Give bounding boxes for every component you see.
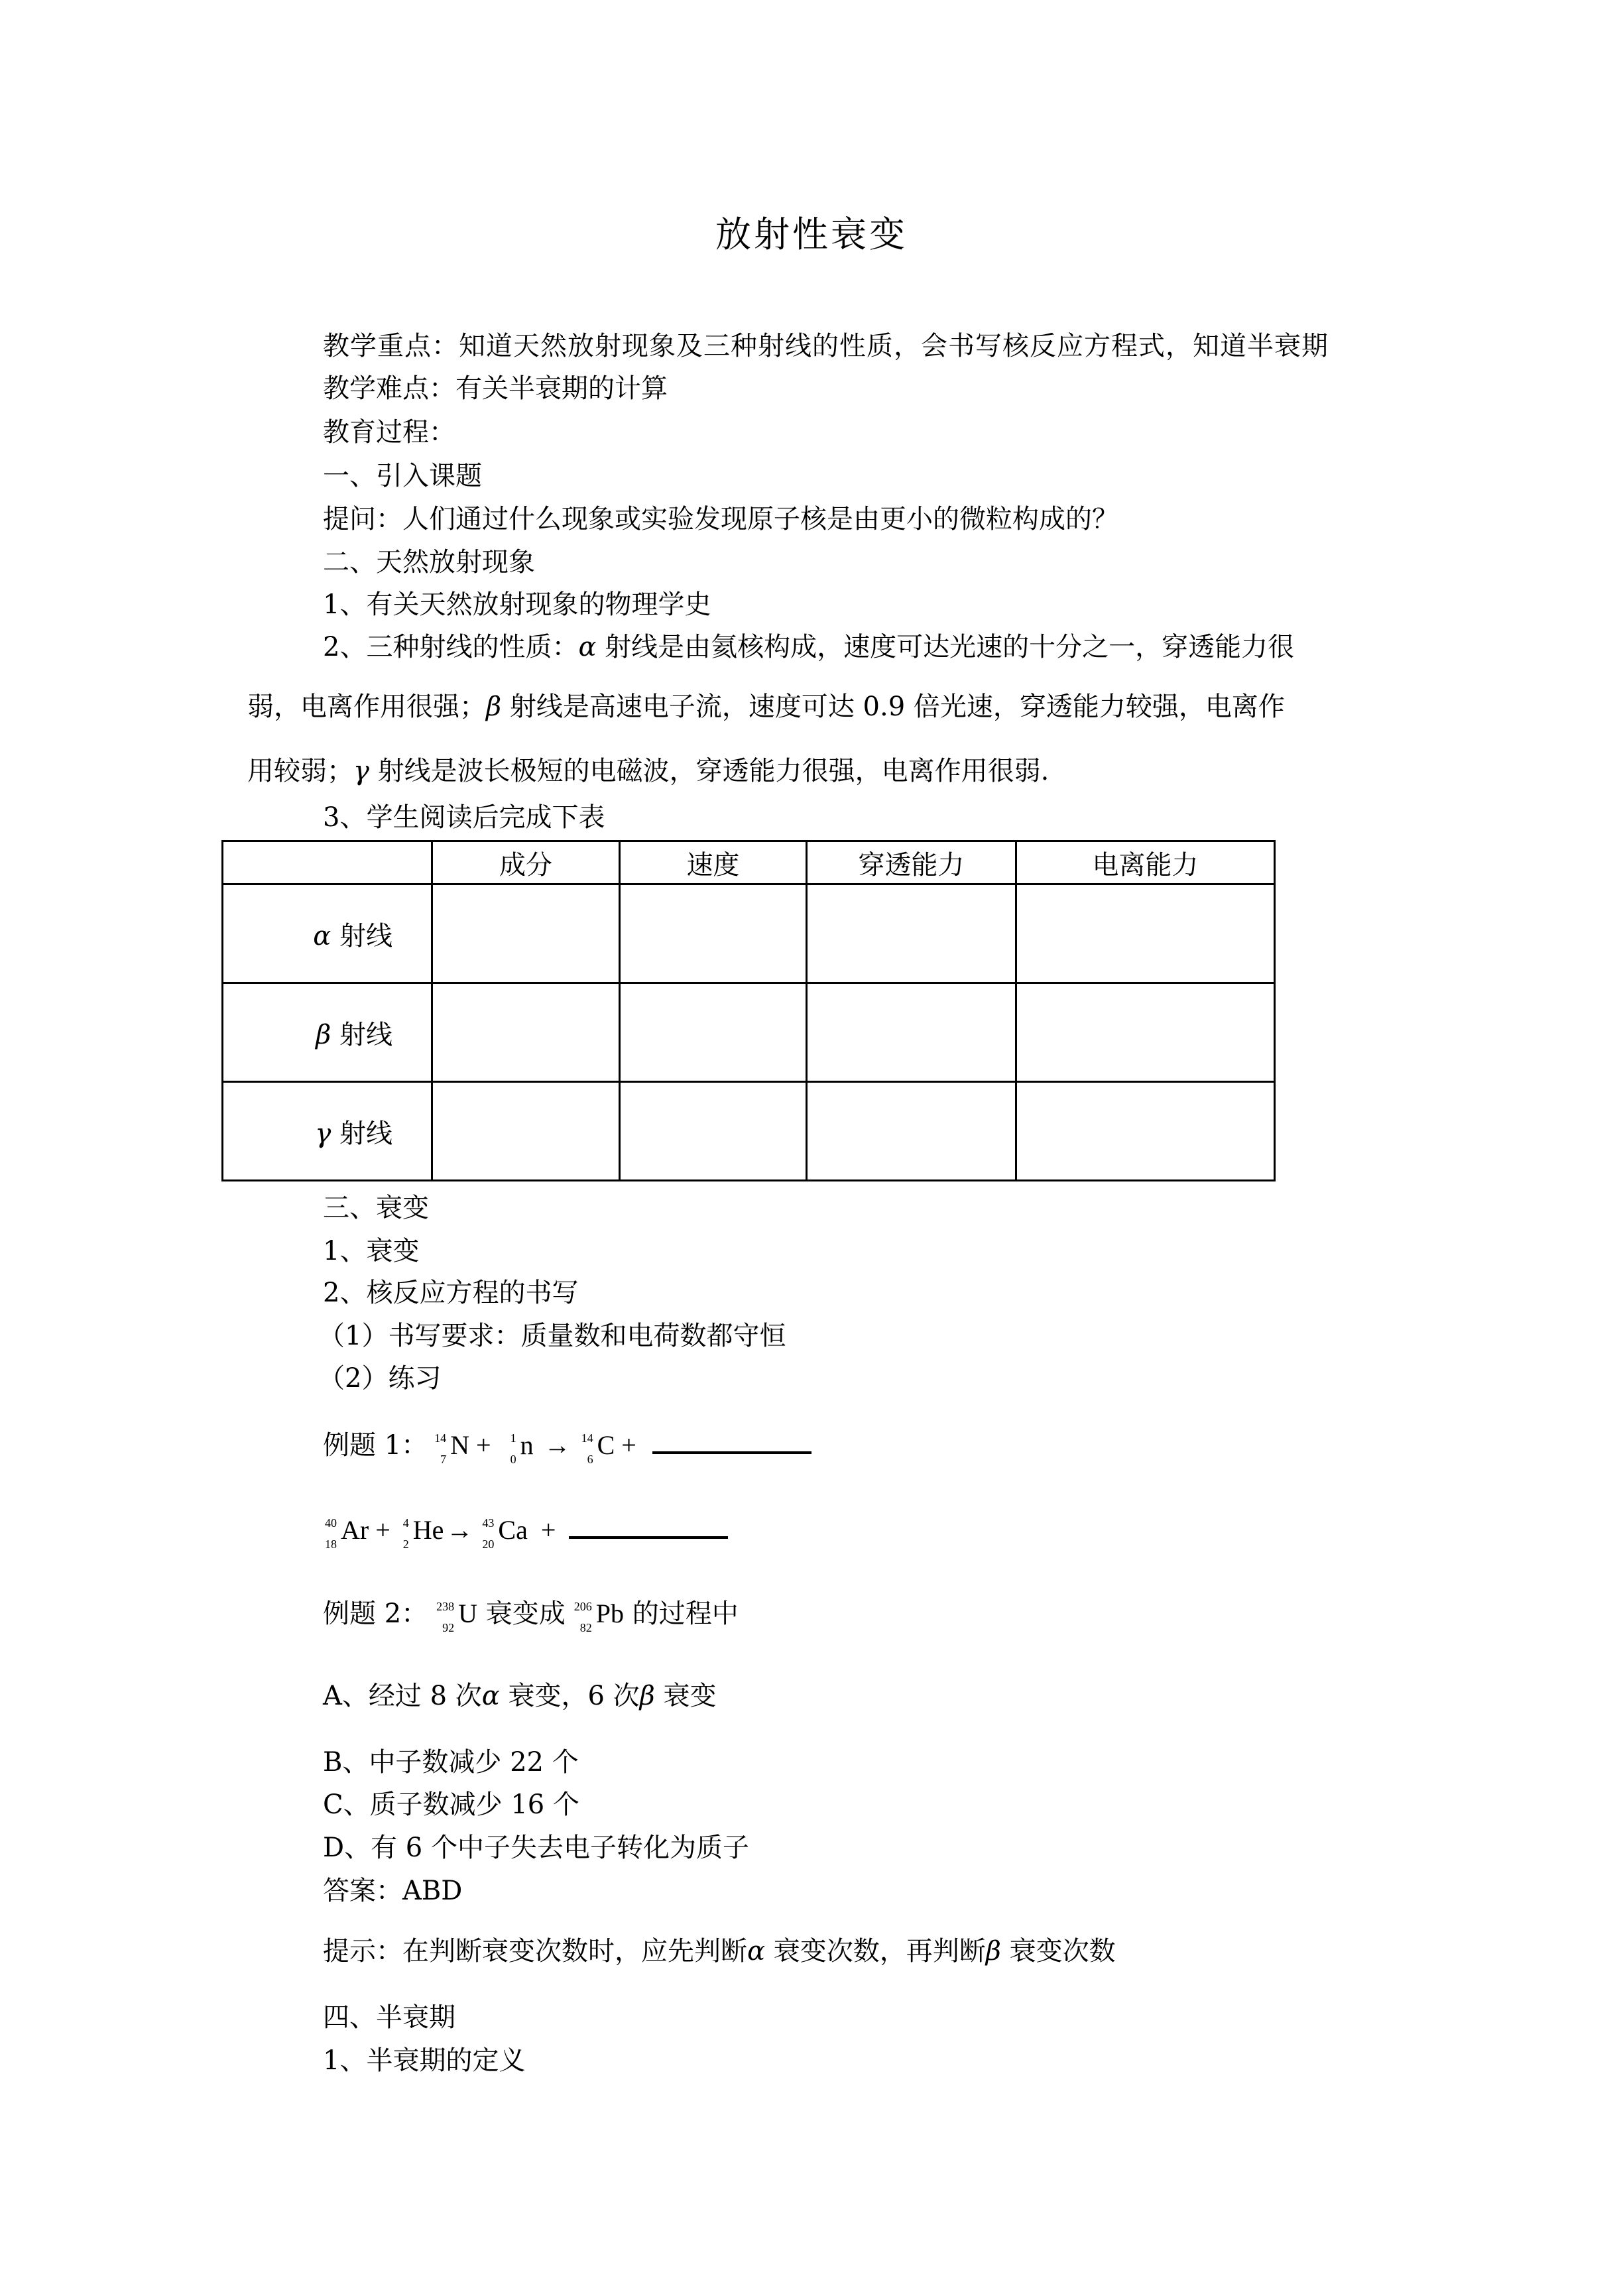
lead-nuclide	[566, 1598, 596, 1635]
answer-blank[interactable]	[569, 1516, 728, 1539]
option-b: B、中子数减少 22 个	[323, 1747, 579, 1778]
mass-number: 4	[402, 1516, 409, 1530]
gamma-symbol: γ	[353, 756, 369, 786]
section2-heading: 二、天然放射现象	[323, 547, 535, 577]
table-cell[interactable]	[1016, 884, 1275, 983]
atomic-number: 0	[510, 1452, 516, 1466]
example2-label: 例题 2：	[323, 1599, 428, 1629]
beta-symbol: β	[486, 692, 502, 722]
table-header-speed: 速度	[620, 841, 807, 884]
atomic-number: 82	[579, 1620, 592, 1634]
lead-symbol: Pb	[595, 1599, 625, 1628]
table-cell[interactable]	[620, 884, 807, 983]
answer-blank[interactable]	[652, 1431, 812, 1454]
section2-item2-line2	[247, 688, 1285, 725]
table-cell[interactable]	[807, 1082, 1016, 1181]
section1-question: 提问：人们通过什么现象或实验发现原子核是由更小的微粒构成的？	[323, 504, 1118, 534]
table-cell[interactable]	[807, 884, 1016, 983]
atomic-number: 7	[440, 1452, 447, 1466]
hint-text-3: 衰变次数	[1000, 1936, 1116, 1966]
table-header-penetration: 穿透能力	[807, 841, 1016, 884]
hint-line	[323, 1933, 1116, 1970]
mass-number: 1	[510, 1431, 516, 1445]
table-row	[223, 884, 1275, 983]
section2-item1: 1、有关天然放射现象的物理学史	[323, 589, 711, 620]
section3-practice: （2）练习	[318, 1363, 442, 1394]
calcium-symbol: Ca +	[498, 1515, 556, 1545]
example2-tail-text: 的过程中	[624, 1599, 739, 1629]
row-label-text: 射线	[331, 1118, 392, 1149]
table-cell[interactable]	[1016, 983, 1275, 1082]
table-row	[223, 1082, 1275, 1181]
calcium-nuclide	[475, 1514, 498, 1551]
alpha-symbol: α	[747, 1936, 766, 1966]
atomic-number: 20	[482, 1537, 495, 1551]
carbon-nuclide	[575, 1429, 597, 1467]
neutron-nuclide	[498, 1429, 520, 1467]
arrow-icon: →	[446, 1515, 473, 1545]
beta-symbol: β	[316, 1019, 331, 1050]
table-cell[interactable]	[620, 983, 807, 1082]
item2-line2-b: 射线是高速电子流，速度可达 0.9 倍光速，穿透能力较强，电离作	[501, 692, 1285, 722]
option-a-text-1: A、经过 8 次	[323, 1681, 482, 1711]
section1-heading: 一、引入课题	[323, 461, 482, 491]
table-cell[interactable]	[807, 983, 1016, 1082]
example2-mid-text: 衰变成	[477, 1599, 566, 1629]
table-cell[interactable]	[1016, 1082, 1275, 1181]
nitrogen-symbol: N +	[450, 1430, 491, 1460]
beta-symbol: β	[639, 1681, 655, 1711]
process-line: 教育过程：	[323, 417, 455, 448]
section2-item2-line3	[247, 753, 1049, 790]
alpha-symbol: α	[313, 920, 331, 951]
gamma-symbol: γ	[315, 1118, 331, 1149]
item2-line2-a: 弱，电离作用很强；	[247, 692, 486, 722]
item2-prefix: 2、三种射线的性质：	[323, 632, 579, 662]
alpha-symbol: α	[481, 1681, 500, 1711]
table-header-blank	[223, 841, 432, 884]
item2-line3-b: 射线是波长极短的电磁波，穿透能力很强，电离作用很弱.	[369, 756, 1050, 786]
item2-line3-a: 用较弱；	[247, 756, 353, 786]
row-label-text: 射线	[331, 920, 392, 951]
table-header-ionization: 电离能力	[1016, 841, 1275, 884]
helium-symbol: He	[412, 1515, 444, 1545]
section2-item2-line1	[323, 629, 1294, 666]
mass-number: 238	[436, 1599, 455, 1613]
mass-number: 43	[482, 1516, 495, 1530]
mass-number: 14	[581, 1431, 593, 1445]
example2-statement	[323, 1595, 739, 1635]
example1-label: 例题 1：	[323, 1430, 428, 1461]
table-row	[223, 983, 1275, 1082]
section4-heading: 四、半衰期	[323, 2002, 455, 2033]
table-cell[interactable]	[432, 983, 620, 1082]
row-label-gamma	[223, 1082, 432, 1181]
section3-item2: 2、核反应方程的书写	[323, 1278, 579, 1308]
nitrogen-nuclide	[428, 1429, 450, 1467]
uranium-nuclide	[428, 1598, 458, 1635]
row-label-alpha	[223, 884, 432, 983]
section2-item3: 3、学生阅读后完成下表	[323, 802, 605, 833]
argon-nuclide	[318, 1514, 341, 1551]
atomic-number: 92	[442, 1620, 455, 1634]
arrow-icon: →	[544, 1430, 571, 1460]
helium-nuclide	[397, 1514, 413, 1551]
table-header-composition: 成分	[432, 841, 620, 884]
row-label-beta	[223, 983, 432, 1082]
table-cell[interactable]	[432, 1082, 620, 1181]
beta-symbol: β	[985, 1936, 1001, 1966]
section3-heading: 三、衰变	[323, 1193, 429, 1223]
example1b-equation	[318, 1512, 728, 1551]
table-cell[interactable]	[432, 884, 620, 983]
hint-text-2: 衰变次数，再判断	[765, 1936, 986, 1966]
uranium-symbol: U	[458, 1599, 478, 1628]
atomic-number: 6	[587, 1452, 593, 1466]
neutron-symbol: n	[520, 1430, 534, 1460]
hint-text-1: 提示：在判断衰变次数时，应先判断	[323, 1936, 747, 1966]
option-a	[323, 1677, 717, 1715]
option-a-text-2: 衰变，6 次	[499, 1681, 640, 1711]
section3-item1: 1、衰变	[323, 1236, 420, 1266]
section3-requirement: （1）书写要求：质量数和电荷数都守恒	[318, 1321, 786, 1351]
key-points-line: 教学重点：知道天然放射现象及三种射线的性质，会书写核反应方程式，知道半衰期	[323, 331, 1329, 361]
page-title: 放射性衰变	[715, 213, 908, 255]
option-c: C、质子数减少 16 个	[323, 1789, 579, 1820]
option-d: D、有 6 个中子失去电子转化为质子	[323, 1833, 749, 1863]
atomic-number: 2	[402, 1537, 409, 1551]
row-label-text: 射线	[331, 1019, 392, 1050]
mass-number: 14	[434, 1431, 447, 1445]
table-header-row	[223, 841, 1275, 884]
carbon-symbol: C +	[597, 1430, 636, 1460]
section4-item1: 1、半衰期的定义	[323, 2045, 526, 2076]
answer-line: 答案：ABD	[323, 1876, 463, 1906]
option-a-text-3: 衰变	[654, 1681, 717, 1711]
rays-table	[221, 840, 1276, 1181]
mass-number: 206	[573, 1599, 592, 1613]
example1-equation	[323, 1427, 812, 1467]
table-cell[interactable]	[620, 1082, 807, 1181]
alpha-symbol: α	[578, 632, 597, 662]
argon-symbol: Ar +	[341, 1515, 391, 1545]
item2-line1-text: 射线是由氦核构成，速度可达光速的十分之一，穿透能力很	[596, 632, 1295, 662]
atomic-number: 18	[325, 1537, 337, 1551]
mass-number: 40	[325, 1516, 337, 1530]
difficulty-line: 教学难点：有关半衰期的计算	[323, 373, 668, 404]
